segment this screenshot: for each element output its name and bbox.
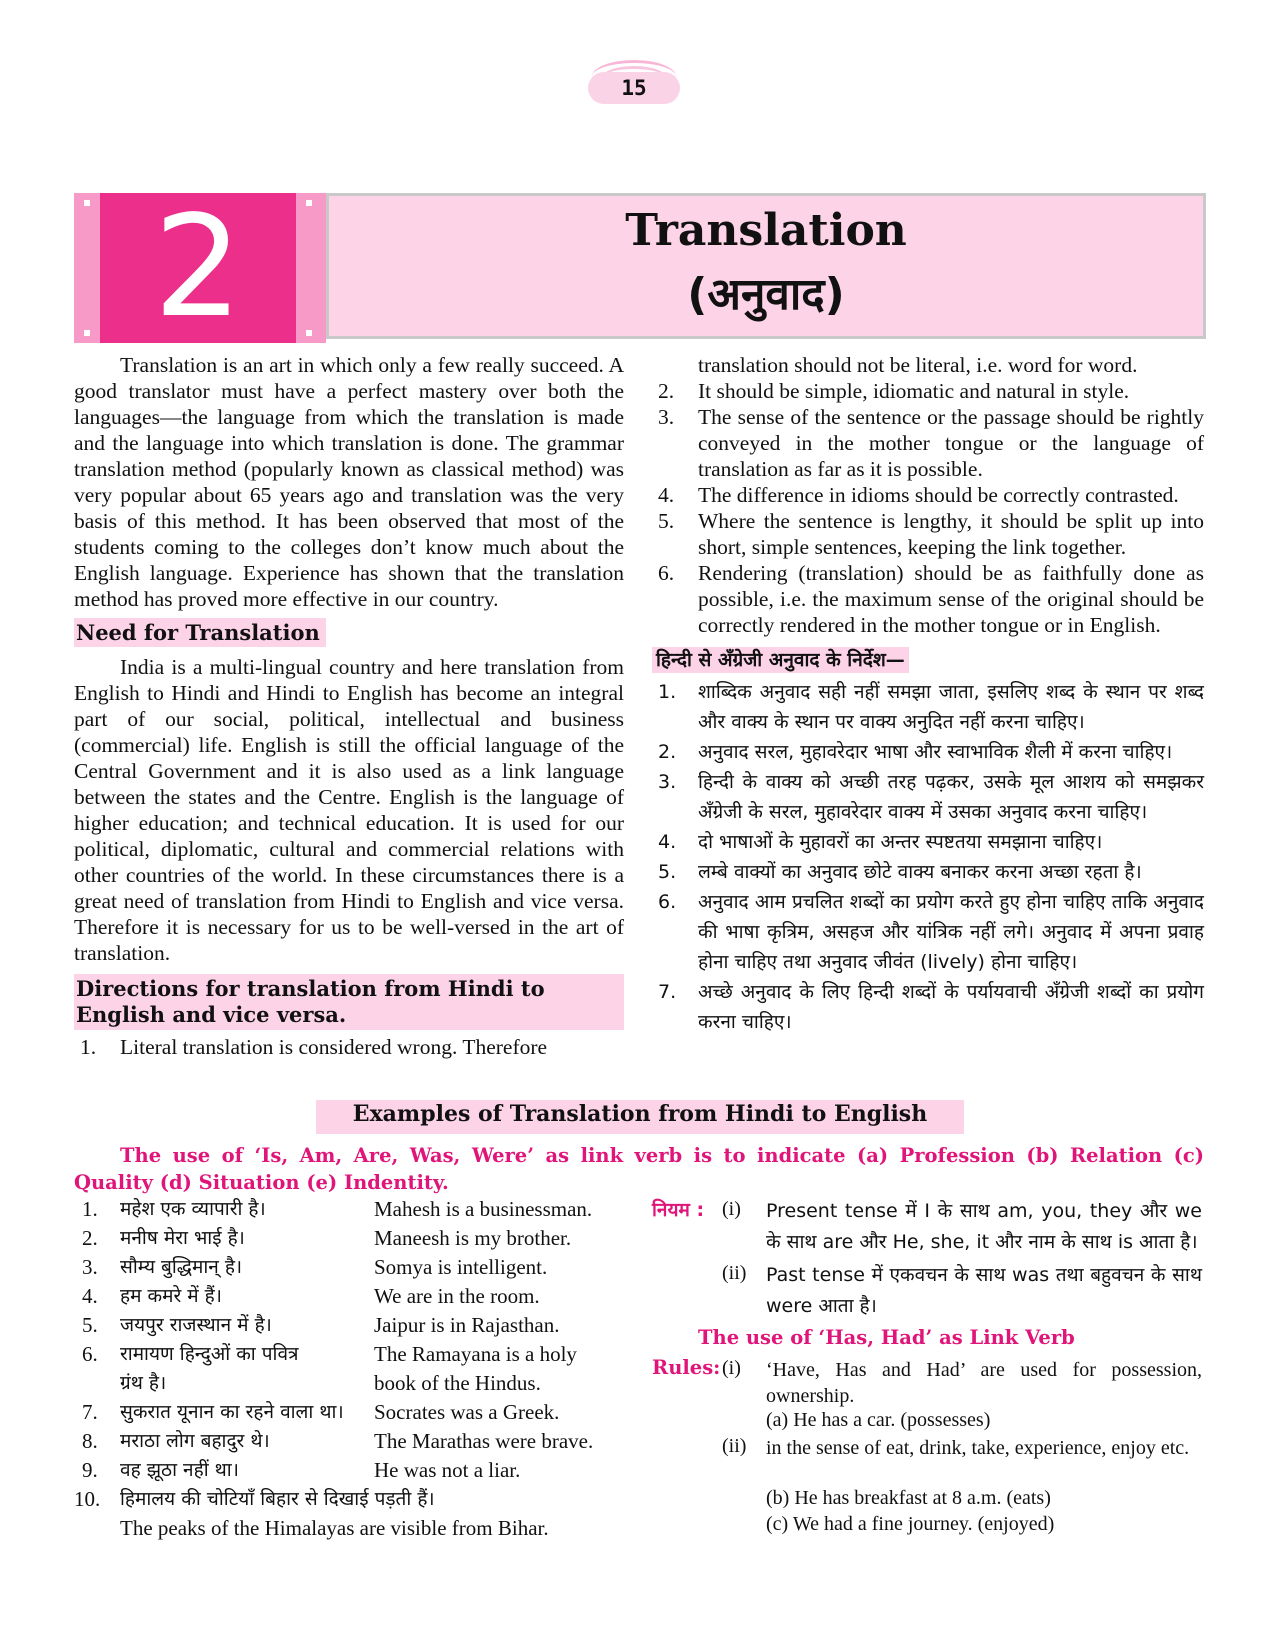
hindi-directions-heading: हिन्दी से अँग्रेजी अनुवाद के निर्देश— xyxy=(652,647,909,673)
right-column xyxy=(652,352,1204,1037)
table-row xyxy=(74,1399,634,1427)
row-number: 8. xyxy=(82,1429,98,1453)
table-row xyxy=(74,1515,634,1543)
frame-dot xyxy=(84,330,90,336)
table-row xyxy=(74,1254,634,1282)
chapter-title-hindi: (अनुवाद) xyxy=(687,269,845,320)
item-number: 5. xyxy=(658,861,677,883)
item-number: 4. xyxy=(658,831,677,853)
english-sentence: The peaks of the Himalayas are visible from Bihar. xyxy=(120,1516,549,1540)
hindi-item xyxy=(652,857,1204,887)
row-number: 5. xyxy=(82,1313,98,1337)
item-number: 5. xyxy=(658,509,675,533)
hindi-item xyxy=(652,767,1204,827)
row-number: 7. xyxy=(82,1400,98,1424)
examples-table xyxy=(74,1196,634,1546)
niyam-ii-num: (ii) xyxy=(722,1262,747,1284)
directions-heading: Directions for translation from Hindi to English and vice versa. xyxy=(74,974,624,1030)
chapter-number: 2 xyxy=(153,186,243,349)
page-number: 15 xyxy=(588,72,680,104)
direction-item xyxy=(652,560,1204,638)
item-text: Literal translation is considered wrong. Therefore xyxy=(120,1035,548,1059)
direction-item xyxy=(652,378,1204,404)
hindi-item xyxy=(652,827,1204,857)
rules-i-num: (i) xyxy=(722,1357,741,1379)
english-sentence: Maneesh is my brother. xyxy=(374,1226,572,1250)
rules-panel xyxy=(652,1196,1204,1576)
row-number: 3. xyxy=(82,1255,98,1279)
direction-item xyxy=(652,482,1204,508)
row-number: 9. xyxy=(82,1458,98,1482)
english-sentence: Mahesh is a businessman. xyxy=(374,1197,593,1221)
intro-paragraph: Translation is an art in which only a few really succeed. A good translator must have a perfect mastery over both the languages—the language from which the translation is made and the language into which translation is done. The grammar translation method (popularly known as classical method) was very popular about 65 years ago and translation was the very basis of this method. It has been observed that most of the students coming to the colleges don’t know much about the English language. Experience has shown that the translation method has proved more effective in our country. xyxy=(74,353,624,611)
item-number: 1. xyxy=(80,1035,97,1059)
rules-i-text: ‘Have, Has and Had’ are used for possession, ownership. xyxy=(766,1359,1202,1407)
left-column xyxy=(74,352,624,1060)
item-number: 2. xyxy=(658,379,675,403)
item-number: 6. xyxy=(658,561,675,585)
table-row xyxy=(74,1486,634,1514)
table-row xyxy=(74,1370,634,1398)
item-text: Where the sentence is lengthy, it should be split up into short, simple sentences, keeping the link together. xyxy=(698,509,1204,559)
rules-label: Rules: xyxy=(652,1356,721,1379)
hindi-item xyxy=(652,887,1204,977)
item-text: The difference in idioms should be correctly contrasted. xyxy=(698,483,1179,507)
hindi-sentence: सुकरात यूनान का रहने वाला था। xyxy=(120,1401,344,1423)
item-text: अनुवाद आम प्रचलित शब्दों का प्रयोग करते हुए होना चाहिए ताकि अनुवाद की भाषा कृत्रिम, असहज और यांत्रिक नहीं लगे। अनुवाद में अपना प्रवाह होना चाहिए तथा अनुवाद जीवंत (lively) होना चाहिए। xyxy=(698,891,1204,973)
english-sentence: The Ramayana is a holy xyxy=(374,1342,577,1366)
rules-ii-example-b: (b) He has breakfast at 8 a.m. (eats) xyxy=(766,1487,1051,1509)
table-row xyxy=(74,1196,634,1224)
niyam-i-num: (i) xyxy=(722,1198,741,1220)
examples-heading: Examples of Translation from Hindi to English xyxy=(352,1101,928,1127)
table-row xyxy=(74,1428,634,1456)
hindi-item xyxy=(652,737,1204,767)
item-text: Rendering (translation) should be as faithfully done as possible, i.e. the maximum sense of the original should be correctly rendered in the mother tongue or in English. xyxy=(698,561,1204,637)
hindi-sentence: हिमालय की चोटियाँ बिहार से दिखाई पड़ती हैं। xyxy=(120,1488,435,1510)
hindi-sentence: महेश एक व्यापारी है। xyxy=(120,1198,266,1220)
hindi-directions-list xyxy=(652,677,1204,1037)
frame-dot xyxy=(306,330,312,336)
need-paragraph: India is a multi-lingual country and here translation from English to Hindi and Hindi to English has become an integral part of our social, political, intellectual and business (commercial) life. English is still the official language of the Central Government and it is also used as a link language between the states and the Centre. English is the language of higher education; and technical education. It is used for our political, diplomatic, cultural and commercial relations with other countries of the world. In these circumstances there is a great need of translation from Hindi to English and vice versa. Therefore it is necessary for us to be well-versed in the art of translation. xyxy=(74,655,624,965)
item-number: 1. xyxy=(658,681,677,703)
english-sentence: book of the Hindus. xyxy=(374,1371,541,1395)
hindi-sentence: हम कमरे में हैं। xyxy=(120,1285,222,1307)
rules-i-example: (a) He has a car. (possesses) xyxy=(766,1409,991,1431)
item-number: 2. xyxy=(658,741,677,763)
item-continuation: translation should not be literal, i.e. word for word. xyxy=(698,353,1138,377)
hindi-item xyxy=(652,977,1204,1037)
table-row xyxy=(74,1341,634,1369)
english-sentence: The Marathas were brave. xyxy=(374,1429,594,1453)
hindi-sentence: वह झूठा नहीं था। xyxy=(120,1459,239,1481)
hindi-sentence: जयपुर राजस्थान में है। xyxy=(120,1314,272,1336)
table-row xyxy=(74,1225,634,1253)
item-text: अनुवाद सरल, मुहावरेदार भाषा और स्वाभाविक शैली में करना चाहिए। xyxy=(698,741,1173,763)
hindi-sentence: रामायण हिन्दुओं का पवित्र xyxy=(120,1343,299,1365)
row-number: 6. xyxy=(82,1342,98,1366)
english-sentence: Somya is intelligent. xyxy=(374,1255,548,1279)
item-number: 4. xyxy=(658,483,675,507)
row-number: 4. xyxy=(82,1284,98,1308)
frame-dot xyxy=(306,200,312,206)
table-row xyxy=(74,1312,634,1340)
item-number: 3. xyxy=(658,405,675,429)
hindi-sentence: मराठा लोग बहादुर थे। xyxy=(120,1430,270,1452)
frame-dot xyxy=(84,200,90,206)
hindi-sentence: ग्रंथ है। xyxy=(120,1372,167,1394)
row-number: 10. xyxy=(74,1487,101,1511)
direction-item xyxy=(652,404,1204,482)
niyam-label: नियम : xyxy=(652,1199,705,1221)
niyam-i-text: Present tense में I के साथ am, you, they और we के साथ are और He, she, it और नाम के साथ is आता है। xyxy=(766,1200,1202,1253)
item-text: लम्बे वाक्यों का अनुवाद छोटे वाक्य बनाकर करना अच्छा रहता है। xyxy=(698,861,1142,883)
chapter-title: Translation xyxy=(625,205,907,256)
item-text: It should be simple, idiomatic and natural in style. xyxy=(698,379,1130,403)
item-text: शाब्दिक अनुवाद सही नहीं समझा जाता, इसलिए शब्द के स्थान पर शब्द और वाक्य के स्थान पर वाक्य अनुदित नहीं करना चाहिए। xyxy=(698,681,1204,733)
row-number: 1. xyxy=(82,1197,98,1221)
hindi-sentence: मनीष मेरा भाई है। xyxy=(120,1227,245,1249)
niyam-ii-text: Past tense में एकवचन के साथ was तथा बहुवचन के साथ were आता है। xyxy=(766,1264,1202,1317)
item-text: दो भाषाओं के मुहावरों का अन्तर स्पष्टतया समझाना चाहिए। xyxy=(698,831,1103,853)
hindi-sentence: सौम्य बुद्धिमान् है। xyxy=(120,1256,243,1278)
rules-ii-num: (ii) xyxy=(722,1435,747,1457)
item-text: The sense of the sentence or the passage should be rightly conveyed in the mother tongue or the language of translation as far as it is possible. xyxy=(698,405,1204,481)
item-number: 7. xyxy=(658,981,677,1003)
direction-item xyxy=(652,508,1204,560)
need-heading: Need for Translation xyxy=(74,618,326,647)
english-sentence: He was not a liar. xyxy=(374,1458,521,1482)
table-row xyxy=(74,1283,634,1311)
table-row xyxy=(74,1457,634,1485)
english-sentence: Jaipur is in Rajasthan. xyxy=(374,1313,560,1337)
direction-item xyxy=(74,1034,624,1060)
row-number: 2. xyxy=(82,1226,98,1250)
item-text: हिन्दी के वाक्य को अच्छी तरह पढ़कर, उसके मूल आशय को समझकर अँग्रेजी के सरल, मुहावरेदार वाक्य में उसका अनुवाद करना चाहिए। xyxy=(698,771,1204,823)
hindi-item xyxy=(652,677,1204,737)
item-text: अच्छे अनुवाद के लिए हिन्दी शब्दों के पर्यायवाची अँग्रेजी शब्दों का प्रयोग करना चाहिए। xyxy=(698,981,1204,1033)
english-sentence: Socrates was a Greek. xyxy=(374,1400,560,1424)
link-verb-subheading: The use of ‘Is, Am, Are, Was, Were’ as link verb is to indicate (a) Profession (b) Relation (c) Quality (d) Situation (e) Indentity. xyxy=(74,1144,1204,1194)
english-sentence: We are in the room. xyxy=(374,1284,540,1308)
page-number-badge xyxy=(588,60,680,106)
has-had-heading: The use of ‘Has, Had’ as Link Verb xyxy=(698,1326,1075,1349)
rules-ii-example-c: (c) We had a fine journey. (enjoyed) xyxy=(766,1513,1055,1535)
rules-ii-text: in the sense of eat, drink, take, experience, enjoy etc. xyxy=(766,1437,1190,1459)
item-number: 3. xyxy=(658,771,677,793)
item-number: 6. xyxy=(658,891,677,913)
